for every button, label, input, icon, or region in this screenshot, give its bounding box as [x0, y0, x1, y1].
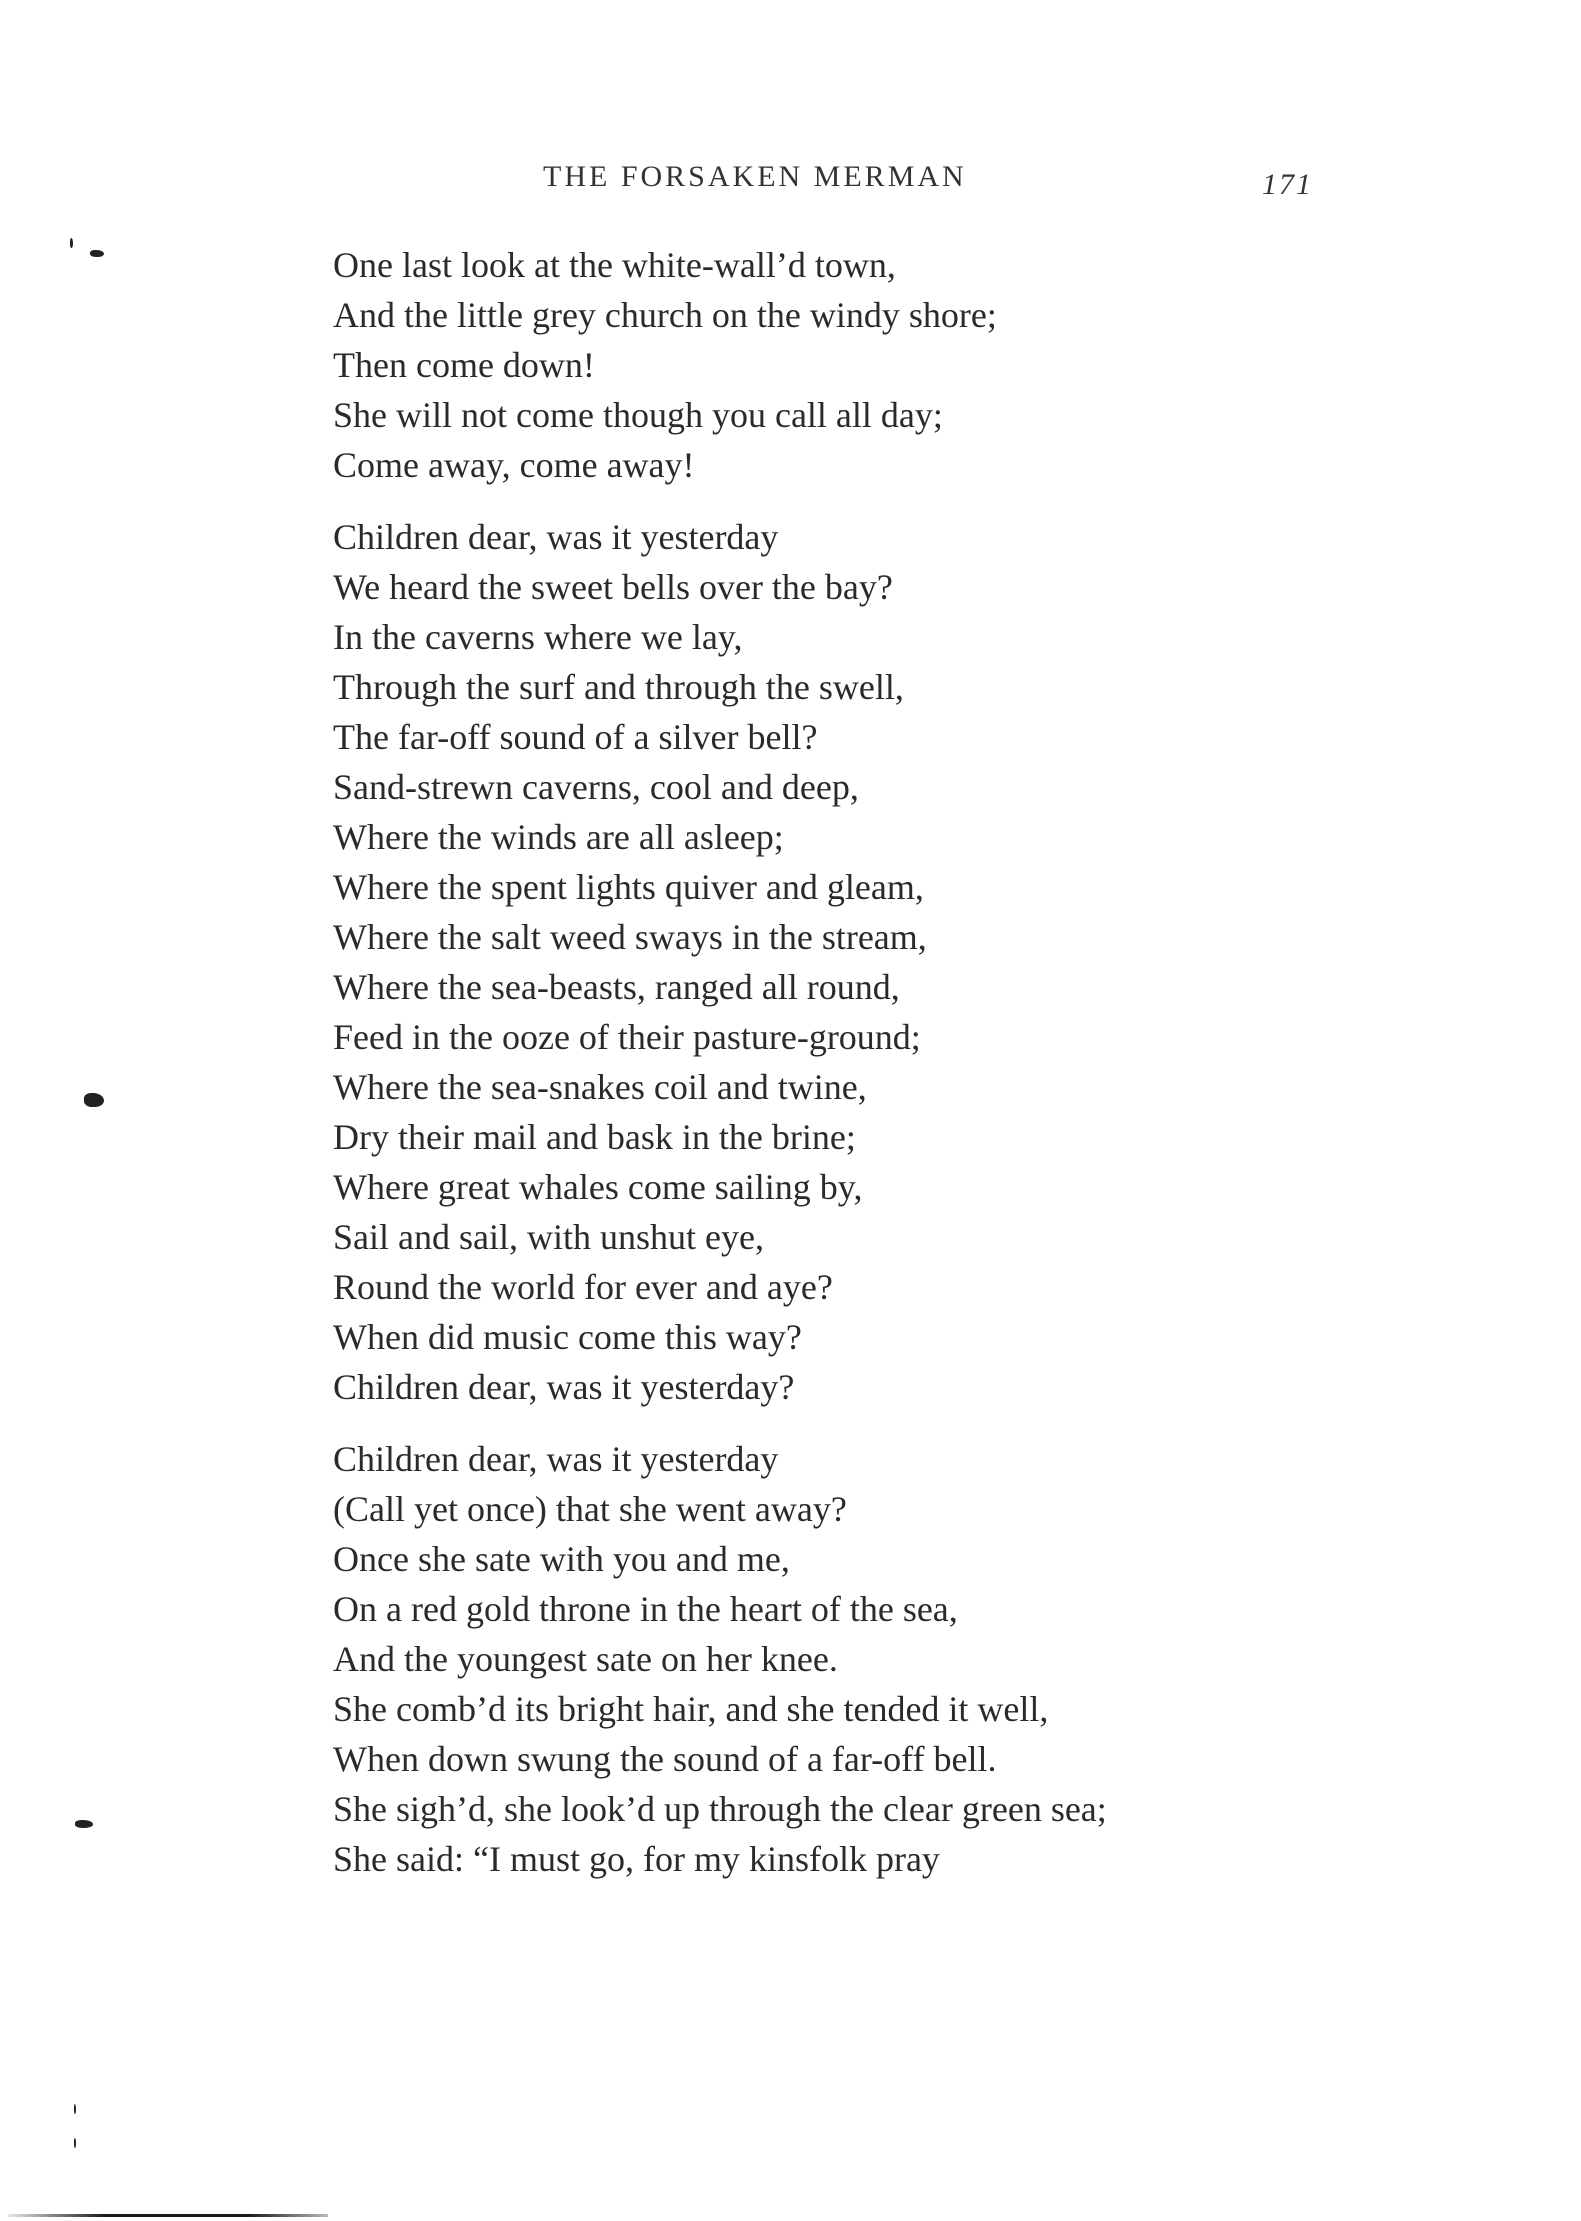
- poem-line: On a red gold throne in the heart of the sea,: [333, 1589, 958, 1629]
- stanza-1: [333, 240, 1383, 490]
- scan-speck: [90, 250, 104, 257]
- poem-body: [333, 240, 1383, 1884]
- poem-line: Come away, come away!: [333, 445, 695, 485]
- poem-line: Children dear, was it yesterday: [333, 1439, 779, 1479]
- scan-speck: [84, 1093, 104, 1107]
- poem-line: Where the salt weed sways in the stream,: [333, 917, 927, 957]
- poem-line: She sigh’d, she look’d up through the clear green sea;: [333, 1789, 1107, 1829]
- poem-line: Round the world for ever and aye?: [333, 1267, 833, 1307]
- poem-line: One last look at the white-wall’d town,: [333, 245, 896, 285]
- poem-line: She will not come though you call all day;: [333, 395, 943, 435]
- poem-line: In the caverns where we lay,: [333, 617, 743, 657]
- poem-line: And the youngest sate on her knee.: [333, 1639, 838, 1679]
- poem-line: Where the winds are all asleep;: [333, 817, 784, 857]
- scan-speck: [70, 238, 73, 248]
- poem-line: And the little grey church on the windy shore;: [333, 295, 997, 335]
- poem-line: She said: “I must go, for my kinsfolk pray: [333, 1839, 940, 1879]
- poem-line: Children dear, was it yesterday: [333, 517, 779, 557]
- page-number: 171: [1262, 168, 1313, 201]
- poem-line: Where the spent lights quiver and gleam,: [333, 867, 924, 907]
- scan-edge-rule: [8, 2214, 328, 2217]
- poem-line: Where the sea-snakes coil and twine,: [333, 1067, 867, 1107]
- poem-line: When did music come this way?: [333, 1317, 802, 1357]
- poem-line: Once she sate with you and me,: [333, 1539, 790, 1579]
- running-head: THE FORSAKEN MERMAN: [543, 160, 967, 193]
- poem-line: The far-off sound of a silver bell?: [333, 717, 818, 757]
- poem-line: Feed in the ooze of their pasture-ground;: [333, 1017, 921, 1057]
- poem-line: Sand-strewn caverns, cool and deep,: [333, 767, 859, 807]
- poem-line: She comb’d its bright hair, and she tended it well,: [333, 1689, 1049, 1729]
- poem-line: Where great whales come sailing by,: [333, 1167, 863, 1207]
- poem-line: (Call yet once) that she went away?: [333, 1489, 847, 1529]
- poem-line: Sail and sail, with unshut eye,: [333, 1217, 764, 1257]
- stanza-2: [333, 512, 1383, 1412]
- poem-line: We heard the sweet bells over the bay?: [333, 567, 893, 607]
- poem-line: Dry their mail and bask in the brine;: [333, 1117, 856, 1157]
- scan-speck: [75, 1820, 93, 1828]
- poem-line: Children dear, was it yesterday?: [333, 1367, 795, 1407]
- stanza-3: [333, 1434, 1383, 1884]
- poem-line: Then come down!: [333, 345, 595, 385]
- scan-speck: [74, 2104, 76, 2114]
- poem-line: When down swung the sound of a far-off bell.: [333, 1739, 997, 1779]
- scan-speck: [74, 2138, 76, 2148]
- poem-line: Where the sea-beasts, ranged all round,: [333, 967, 900, 1007]
- poem-line: Through the surf and through the swell,: [333, 667, 904, 707]
